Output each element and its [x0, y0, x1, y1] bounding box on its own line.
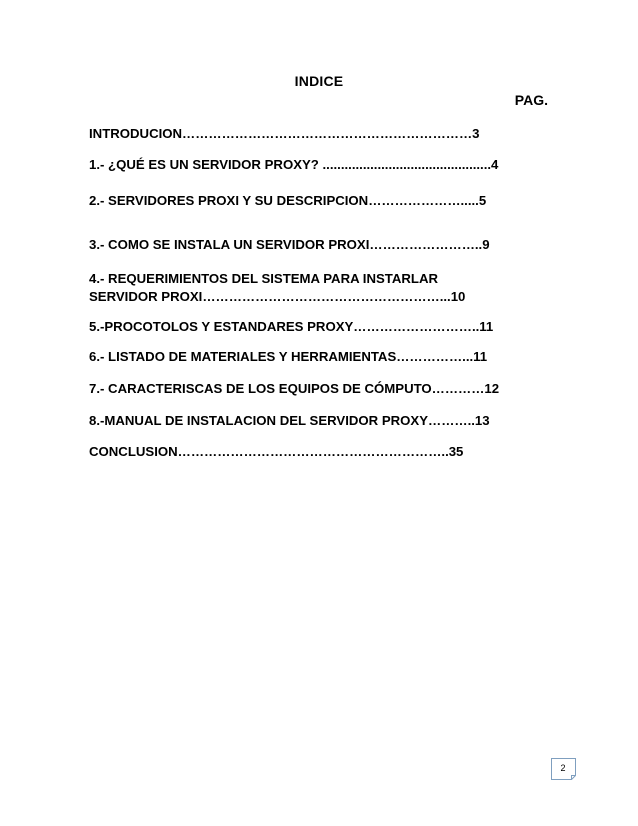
toc-entry-6 — [89, 348, 559, 366]
toc-entry-text: 7.- CARACTERISCAS DE LOS EQUIPOS DE CÓMPUTO…………12 — [89, 381, 500, 396]
toc-entry-conclusion — [89, 443, 559, 461]
toc-entry-3 — [89, 236, 559, 254]
toc-entry-2 — [89, 192, 559, 210]
index-title: INDICE — [294, 73, 344, 89]
toc-entry-text: CONCLUSION……………………………………………………..35 — [89, 444, 464, 459]
toc-entry-4 — [89, 270, 559, 306]
toc-entry-1 — [89, 156, 559, 174]
toc-entry-text: 2.- SERVIDORES PROXI Y SU DESCRIPCION………………….....5 — [89, 193, 487, 208]
toc-entry-text: 1.- ¿QUÉ ES UN SERVIDOR PROXY? ..............................................4 — [89, 157, 499, 172]
toc-entry-text: 5.-PROCOTOLOS Y ESTANDARES PROXY………………………..11 — [89, 319, 494, 334]
toc-entry-text: 3.- COMO SE INSTALA UN SERVIDOR PROXI……………………..9 — [89, 237, 490, 252]
toc-entry-text: 6.- LISTADO DE MATERIALES Y HERRAMIENTAS……………...11 — [89, 349, 488, 364]
toc-entry-text: INTRODUCION…………………………………………………………3 — [89, 126, 480, 141]
page-number: 2 — [560, 763, 566, 773]
toc-entry-introduction — [89, 125, 559, 143]
toc-entry-8 — [89, 412, 559, 430]
page-number-badge — [551, 758, 579, 782]
toc-entry-text: 8.-MANUAL DE INSTALACION DEL SERVIDOR PROXY………..13 — [89, 413, 490, 428]
toc-entry-7 — [89, 380, 559, 398]
page-column-label: PAG. — [514, 92, 548, 108]
toc-entry-5 — [89, 318, 559, 336]
toc-entry-text-continued: SERVIDOR PROXI………………………………………………...10 — [89, 289, 466, 304]
toc-entry-text: 4.- REQUERIMIENTOS DEL SISTEMA PARA INSTARLAR — [89, 271, 439, 286]
